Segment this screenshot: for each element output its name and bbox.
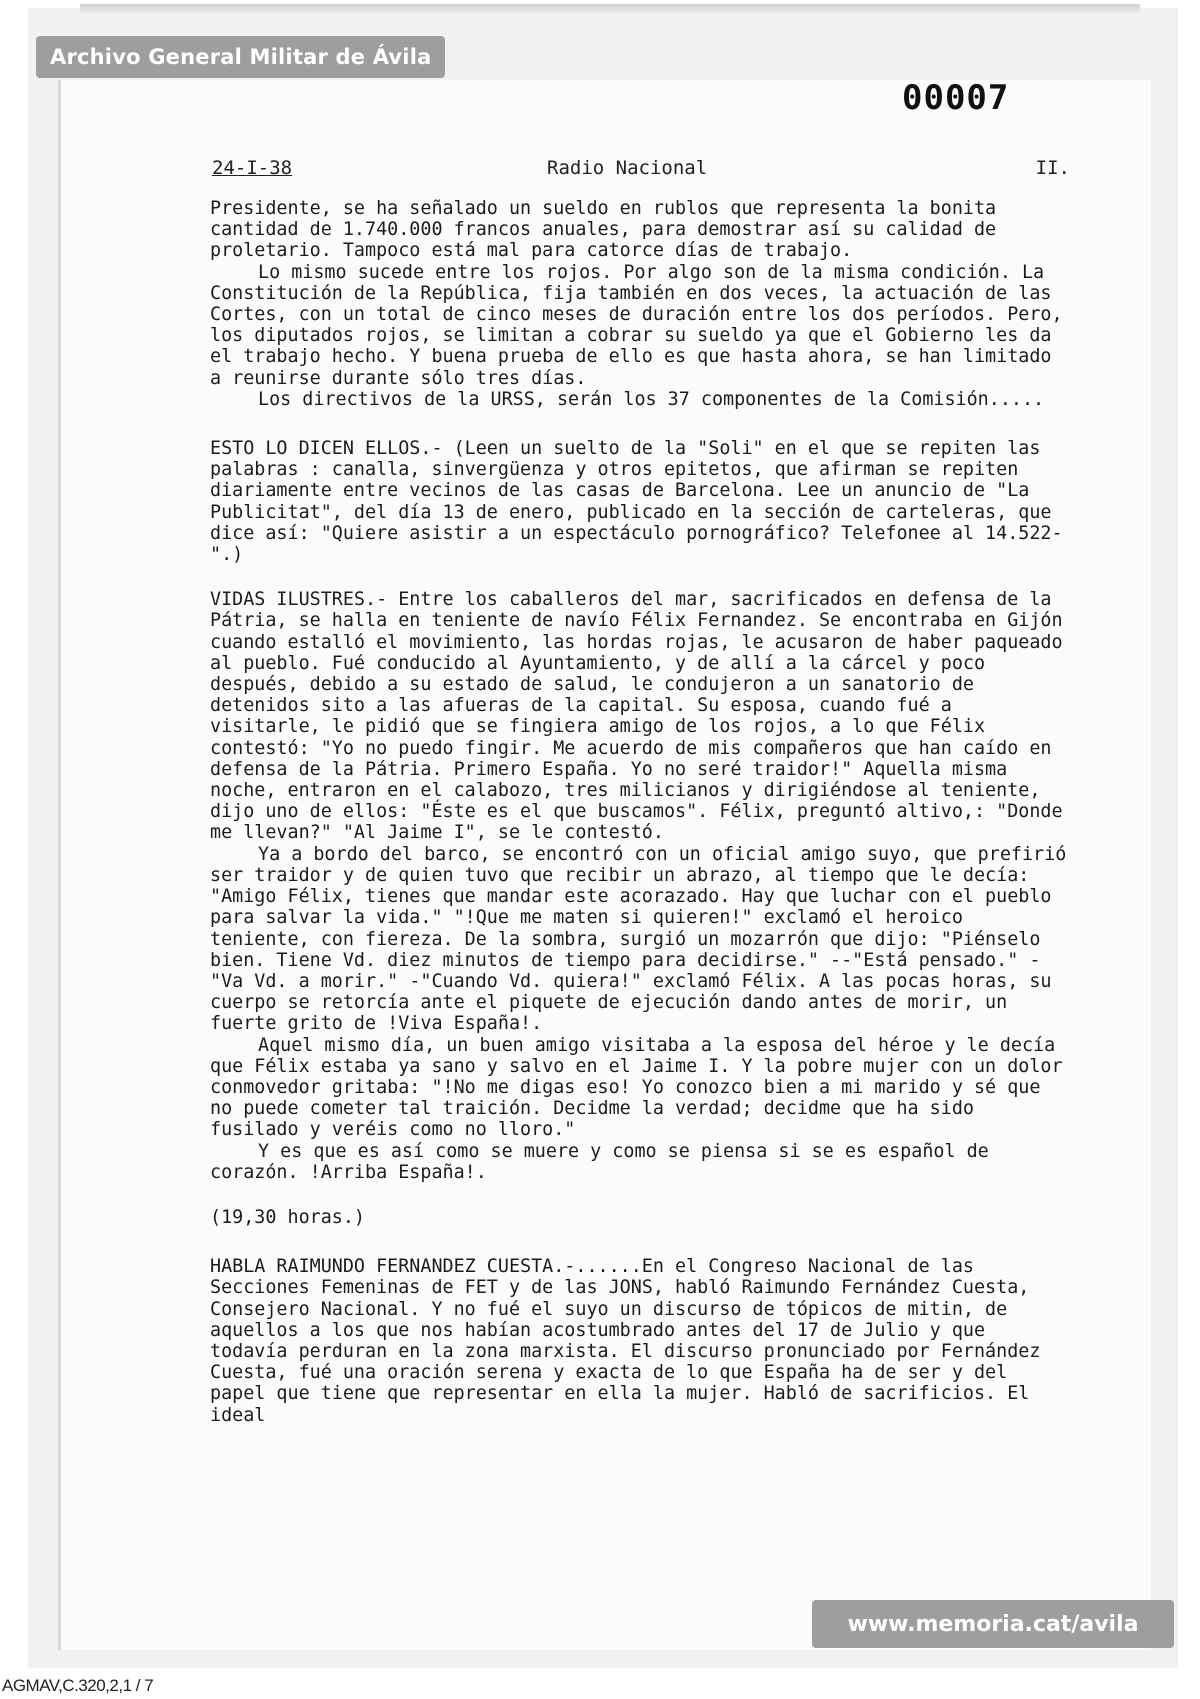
paragraph-vidas-ilustres: VIDAS ILUSTRES.- Entre los caballeros del mar, sacrificados en defensa de la Pátria, se halla en teniente de navío Félix Fernandez. Se encontraba en Gijón cuando estalló el movimiento, las hordas rojas, le acusaron de haber paqueado al pueblo. Fué conducido al Ayuntamiento, y de allí a la cárcel y poco después, debido a su estado de salud, le condujeron a un sanatorio de detenidos sito a las afueras de la capital. Su esposa, cuando fué a visitarle, le pidió que se fingiera amigo de los rojos, a lo que Félix contestó: "Yo no puedo fingir. Me acuerdo de mis compañeros que han caído en defensa de la Pátria. Primero España. Yo no seré traidor!" Aquella misma noche, entraron en el calabozo, tres milicianos y dirigiéndose al teniente, dijo uno de ellos: "Éste es el que buscamos". Félix, preguntó altivo,: "Donde me llevan?" "Al Jaime I", se le contestó. xyxy=(210,589,1074,844)
archive-label: Archivo General Militar de Ávila xyxy=(36,36,445,78)
document-body xyxy=(210,198,1078,1426)
paragraph-fernandez-cuesta: HABLA RAIMUNDO FERNANDEZ CUESTA.-......En el Congreso Nacional de las Secciones Femeninas de FET y de las JONS, habló Raimundo Fernández Cuesta, Consejero Nacional. Y no fué el suyo un discurso de tópicos de mitin, de aquellos a los que nos habían acostumbrado antes del 17 de Julio y que todavía perduran en la zona marxista. El discurso pronunciado por Fernández Cuesta, fué una oración serena y exacta de lo que España ha de ser y del papel que tiene que representar en ella la mujer. Habló de sacrificios. El ideal xyxy=(210,1256,1052,1426)
paragraph-urss: Los directivos de la URSS, serán los 37 componentes de la Comisión..... xyxy=(258,388,1045,410)
paragraph-a-bordo: Ya a bordo del barco, se encontró con un oficial amigo suyo, que prefirió ser traidor y de quien tuvo que recibir un abrazo, al tiempo que le decía: "Amigo Félix, tienes que mandar este acorazado. Hay que luchar con el pueblo para salvar la vida." "!Que me maten si quieren!" exclamó el heroico teniente, con fiereza. De la sombra, surgió un mozarrón que dijo: "Piénselo bien. Tiene Vd. diez minutos de tiempo para decidirse." --"Está pensado." -"Va Vd. a morir." -"Cuando Vd. quiera!" exclamó Félix. A las pocas horas, su cuerpo se retorcía ante el piquete de ejecución dando antes de morir, un fuerte grito de !Viva España!. xyxy=(210,843,1078,1035)
paragraph-presidente: Presidente, se ha señalado un sueldo en rublos que representa la bonita cantidad de 1.740.000 francos anuales, para demostrar así su calidad de proletario. Tampoco está mal para catorce días de trabajo. xyxy=(210,198,1008,262)
document-header xyxy=(212,157,1070,187)
paragraph-rojos: Lo mismo sucede entre los rojos. Por algo son de la misma condición. La Constitución de la República, fija también en dos veces, la actuación de las Cortes, con un total de cinco meses de duración entre los dos períodos. Pero, los diputados rojos, se limitan a cobrar su sueldo ya que el Gobierno les da el trabajo hecho. Y buena prueba de ello es que hasta ahora, se han limitado a reunirse durante sólo tres días. xyxy=(210,261,1074,389)
header-station: Radio Nacional xyxy=(547,157,708,179)
page-stamp: 00007 xyxy=(902,78,1010,118)
reference-code: AGMAV,C.320,2,1 / 7 xyxy=(2,1676,154,1695)
website-label: www.memoria.cat/avila xyxy=(812,1600,1174,1648)
header-page-number: II. xyxy=(1035,157,1070,179)
scan-top-edge xyxy=(80,4,1140,14)
paragraph-aquel-mismo-dia: Aquel mismo día, un buen amigo visitaba a la esposa del héroe y le decía que Félix estaba ya sano y salvo en el Jaime I. Y la pobre mujer con un dolor conmovedor gritaba: "!No me digas eso! Yo conozco bien a mi marido y sé que no puede cometer tal traición. Decidme la verdad; decidme que ha sido fusilado y veréis como no lloro." xyxy=(210,1034,1074,1141)
paragraph-esto-lo-dicen-ellos: ESTO LO DICEN ELLOS.- (Leen un suelto de la "Soli" en el que se repiten las palabras : canalla, sinvergüenza y otros epitetos, que afirman se repiten diariamente entre vecinos de las casas de Barcelona. Lee un anuncio de "La Publicitat", del día 13 de enero, publicado en la sección de carteleras, que dice así: "Quiere asistir a un espectáculo pornográfico? Telefonee al 14.522-".) xyxy=(210,438,1063,566)
paragraph-arriba-espana: Y es que es así como se muere y como se piensa si se es español de corazón. !Arriba España!. xyxy=(210,1140,1000,1183)
header-date: 24-I-38 xyxy=(212,157,293,179)
time-note: (19,30 horas.) xyxy=(210,1206,366,1228)
